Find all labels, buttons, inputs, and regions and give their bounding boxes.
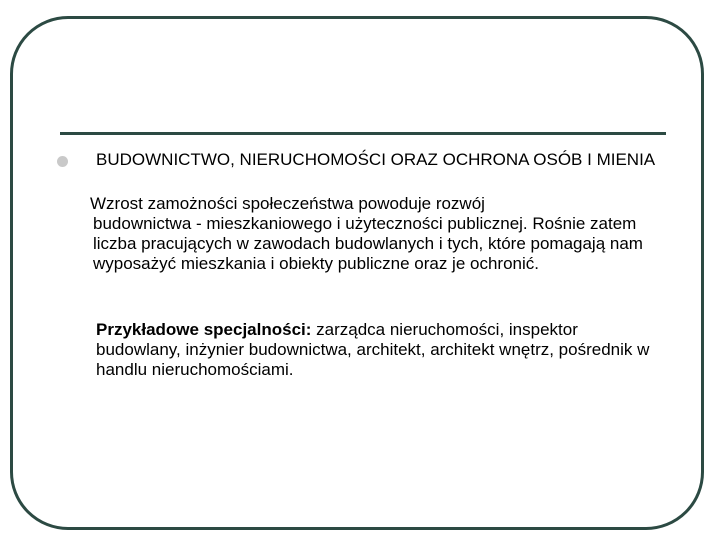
section-heading: BUDOWNICTWO, NIERUCHOMOŚCI ORAZ OCHRONA OSÓB I MIENIA [96, 150, 656, 169]
examples-label: Przykładowe specjalności: [96, 320, 312, 339]
description-paragraph [90, 194, 660, 274]
examples-text: zarządca nieruchomości, inspektor budowlany, inżynier budownictwa, architekt, architekt wnętrz, pośrednik w handlu nieruchomościami. [96, 320, 650, 379]
title-divider-line [60, 132, 666, 135]
description-first-line: Wzrost zamożności społeczeństwa powoduje rozwój [90, 194, 485, 213]
examples-paragraph [96, 320, 666, 380]
description-rest: budownictwa - mieszkaniowego i użyteczności publicznej. Rośnie zatem liczba pracujących w zawodach budowlanych i tych, które pomagają nam wyposażyć mieszkania i obiekty publiczne oraz je ochronić. [93, 214, 643, 273]
bullet-dot-icon [57, 156, 68, 167]
